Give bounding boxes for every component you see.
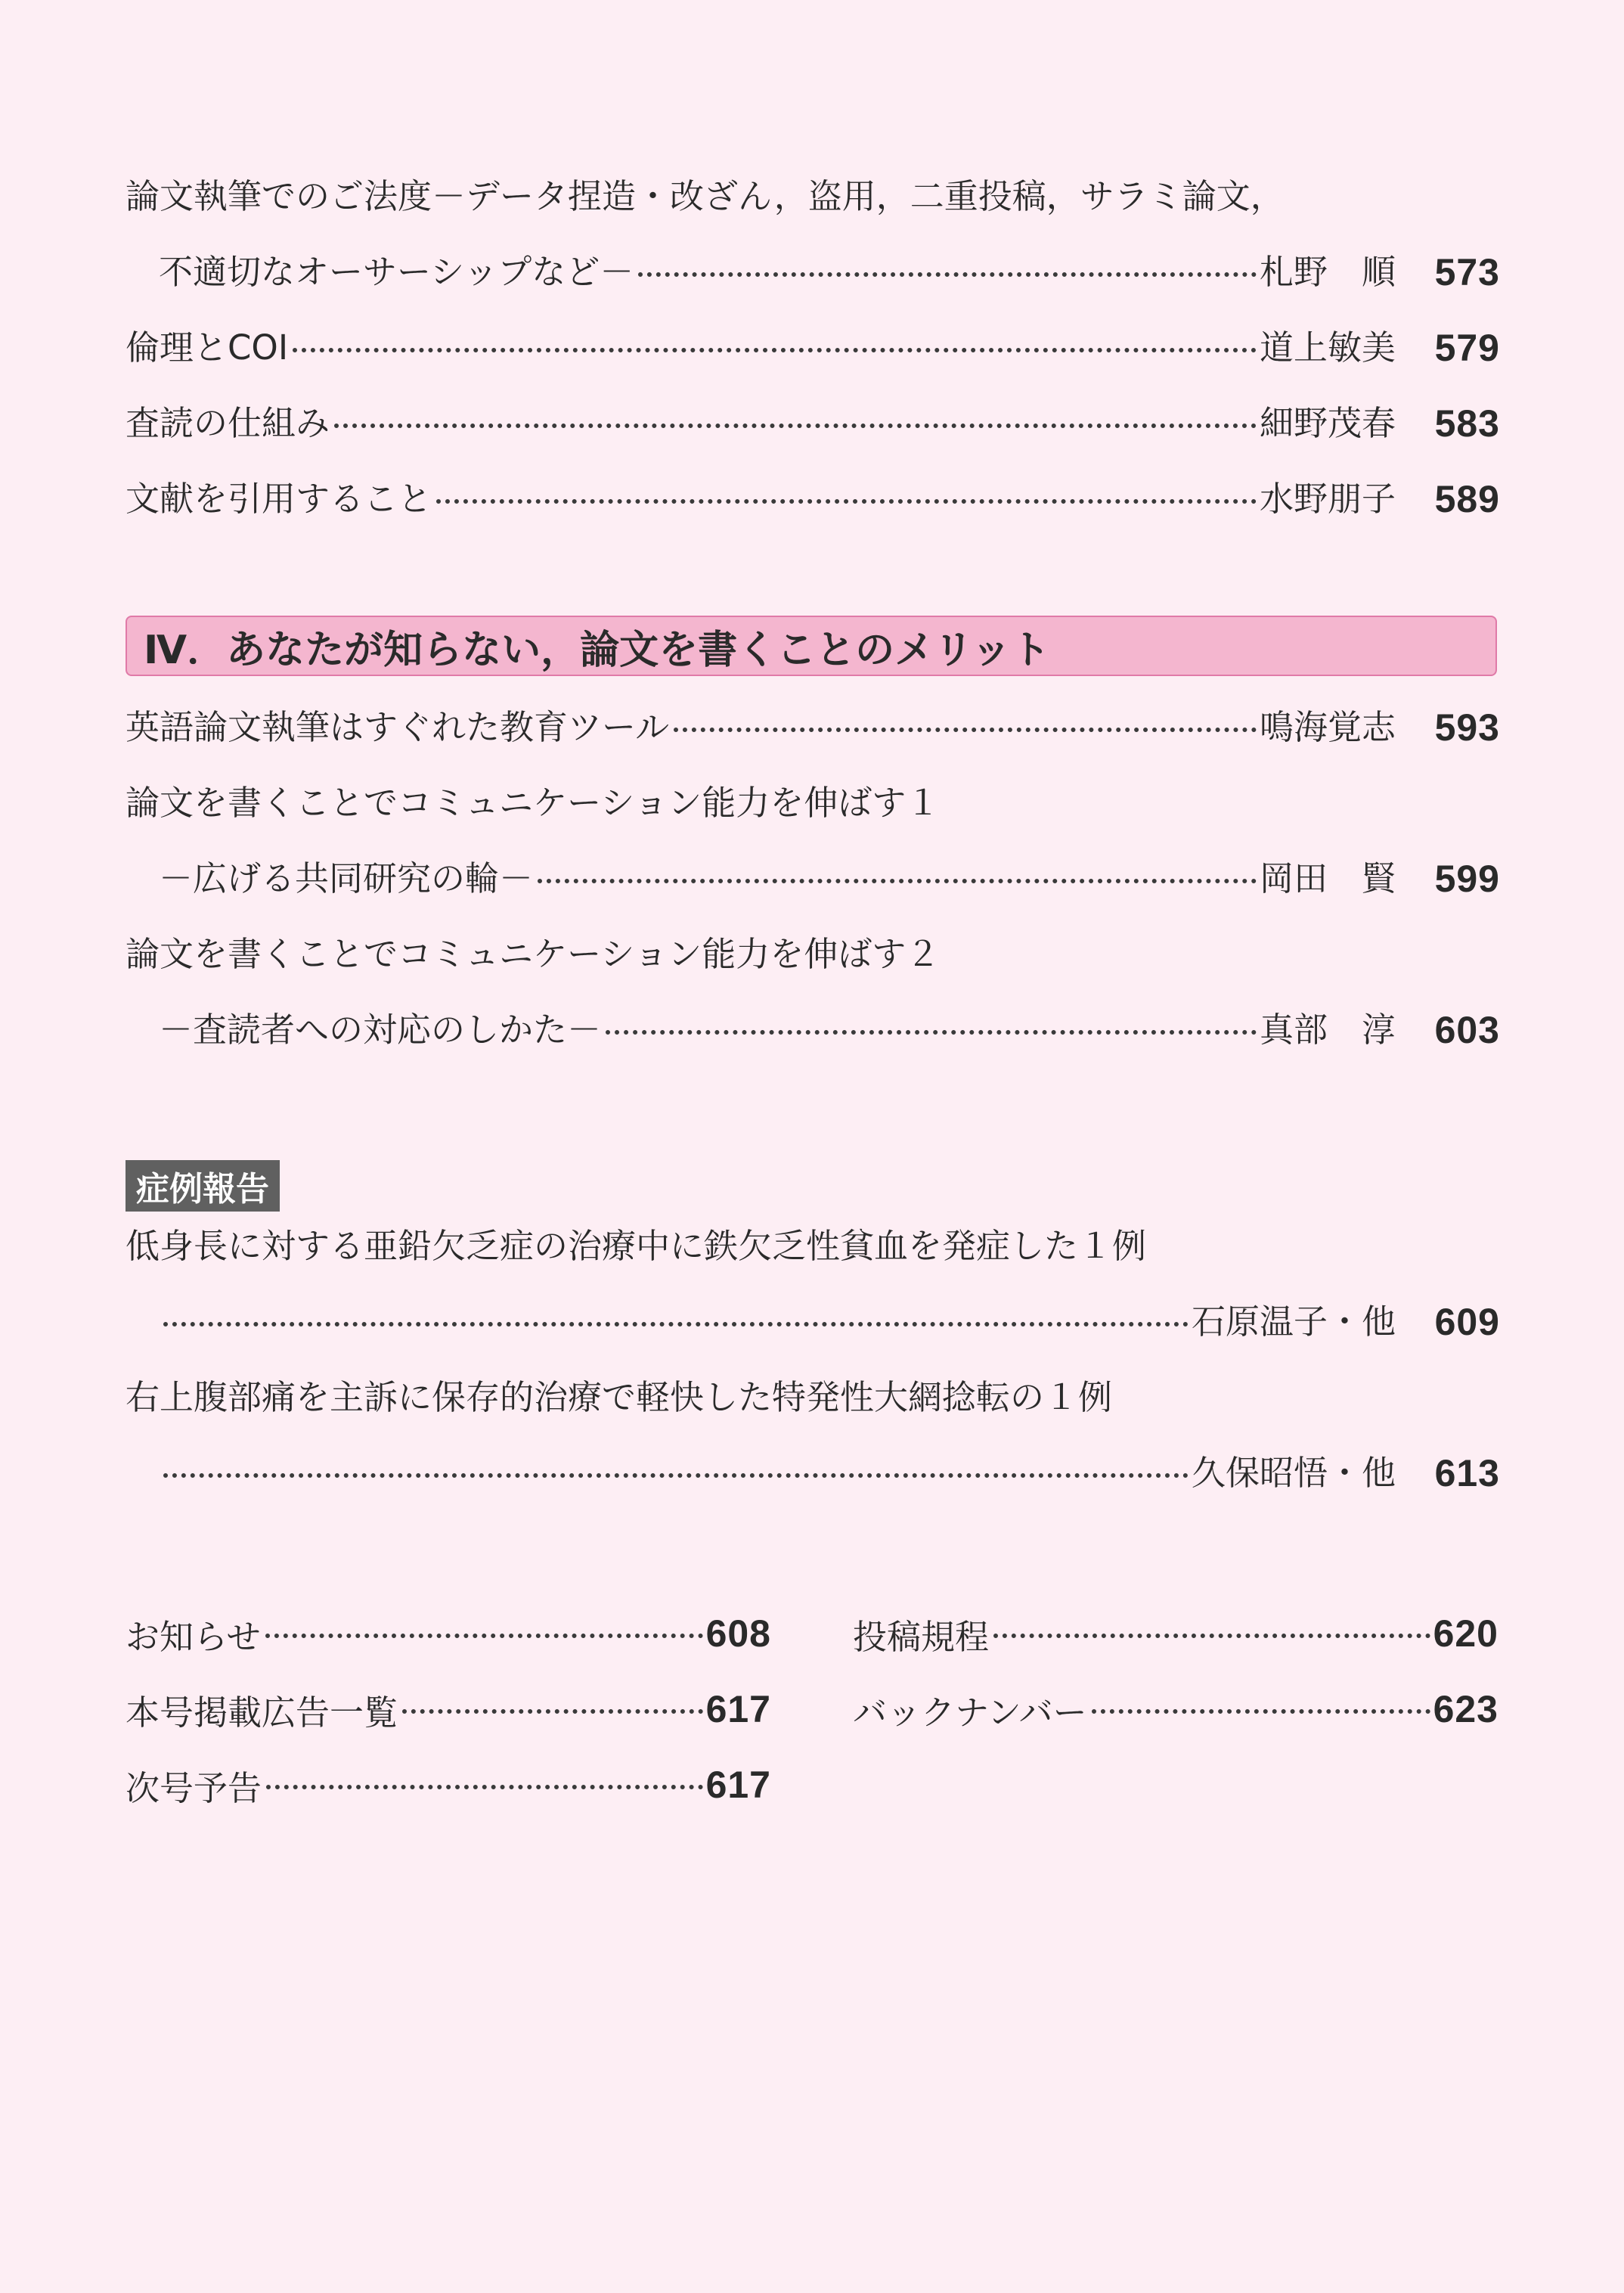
misc-entry-page: 617 [705,1688,771,1730]
misc-entry[interactable] [126,1682,771,1736]
dotted-leader [606,1030,1257,1035]
toc-entry[interactable] [126,321,1500,375]
misc-entry-title: お知らせ [126,1616,261,1657]
misc-entry-page: 608 [705,1612,771,1655]
dotted-leader [265,1634,703,1638]
toc-entry-page: 609 [1434,1301,1500,1343]
toc-entry[interactable] [159,852,1500,906]
toc-entry[interactable] [126,472,1500,526]
dotted-leader [674,728,1257,732]
dotted-leader [266,1785,703,1789]
toc-entry[interactable] [159,1003,1500,1057]
misc-entry-title: 投稿規程 [853,1616,990,1657]
toc-entry-title: －広げる共同研究の輪－ [159,858,534,898]
dotted-leader [638,272,1257,277]
toc-entry-page: 593 [1434,706,1500,749]
toc-entry-author: 細野茂春 [1260,403,1396,443]
toc-entry-title-line: 論文執筆でのご法度－データ捏造・改ざん，盗用，二重投稿，サラミ論文， [126,176,1285,216]
dotted-leader [293,348,1257,352]
toc-entry[interactable] [126,396,1500,451]
toc-entry-author: 水野朋子 [1260,479,1396,519]
dotted-leader [163,1322,1189,1326]
misc-entry-title: 次号予告 [126,1767,262,1808]
toc-entry-title-line: 論文を書くことでコミュニケーション能力を伸ばす２ [126,934,941,974]
misc-entry-title: バックナンバー [853,1692,1087,1733]
dotted-leader [538,879,1257,883]
toc-entry-author: 石原温子・他 [1192,1302,1396,1342]
toc-entry-title-line: 低身長に対する亜鉛欠乏症の治療中に鉄欠乏性貧血を発症した１例 [126,1226,1147,1266]
toc-entry-title-line: 右上腹部痛を主訴に保存的治療で軽快した特発性大網捻転の１例 [126,1377,1113,1417]
toc-entry[interactable] [159,245,1500,299]
section-heading-bar: Ⅳ．あなたが知らない，論文を書くことのメリット [126,616,1497,676]
toc-entry[interactable] [159,1446,1500,1500]
toc-entry-author: 鳴海覚志 [1260,707,1396,747]
toc-entry-title-line: 論文を書くことでコミュニケーション能力を伸ばす１ [126,783,941,823]
misc-entry-page: 617 [705,1764,771,1806]
toc-entry-page: 573 [1434,251,1500,293]
misc-entry[interactable] [853,1606,1498,1661]
misc-entry-page: 620 [1433,1612,1498,1655]
toc-entry-page: 613 [1434,1452,1500,1494]
dotted-leader [334,424,1257,428]
toc-entry[interactable] [159,1295,1500,1349]
dotted-leader [402,1709,703,1714]
dotted-leader [1092,1709,1430,1714]
toc-entry[interactable] [126,700,1500,755]
toc-entry-author: 久保昭悟・他 [1192,1453,1396,1493]
toc-entry-title: －査読者への対応のしかた－ [159,1010,602,1050]
dotted-leader [163,1473,1189,1478]
toc-entry-page: 599 [1434,858,1500,900]
misc-entry[interactable] [126,1606,771,1661]
toc-entry-title: 文献を引用すること [126,479,432,519]
misc-entry-page: 623 [1433,1688,1498,1730]
toc-entry-title: 英語論文執筆はすぐれた教育ツール [126,707,670,747]
toc-entry-author: 道上敏美 [1260,327,1396,368]
toc-entry-page: 579 [1434,327,1500,369]
toc-entry-author: 真部 淳 [1260,1010,1396,1050]
case-report-label: 症例報告 [126,1160,280,1212]
misc-entry-title: 本号掲載広告一覧 [126,1692,398,1733]
toc-entry-author: 札野 順 [1260,252,1396,292]
toc-entry-title: 査読の仕組み [126,403,330,443]
toc-entry-page: 583 [1434,402,1500,445]
dotted-leader [993,1634,1430,1638]
toc-entry-page: 603 [1434,1009,1500,1051]
misc-entry[interactable] [853,1682,1498,1736]
dotted-leader [436,499,1257,504]
misc-entry[interactable] [126,1758,771,1812]
toc-entry-page: 589 [1434,478,1500,520]
toc-entry-title: 倫理とCOI [126,327,289,368]
toc-entry-author: 岡田 賢 [1260,858,1396,898]
toc-entry-title: 不適切なオーサーシップなど－ [159,252,634,292]
